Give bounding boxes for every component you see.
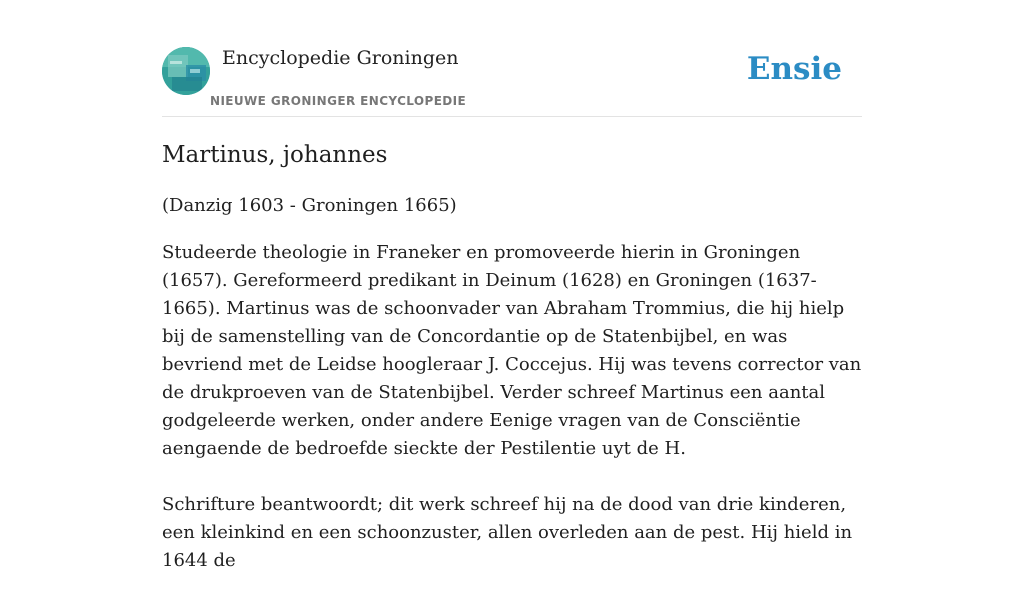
logo-graphic [162,47,210,95]
article-dates: (Danzig 1603 - Groningen 1665) [162,195,457,216]
site-header [162,0,862,117]
page-title: Martinus, johannes [162,142,388,168]
site-title[interactable]: Encyclopedie Groningen [222,47,459,69]
article-paragraph: Schrifture beantwoordt; dit werk schreef hij na de dood van drie kinderen, een kleinkind en een schoonzuster, allen overleden aan de pest. Hij hield in 1644 de [162,494,853,571]
page-card [162,0,862,571]
ensie-brand-link[interactable]: Ensie [746,51,842,87]
article-paragraph: Studeerde theologie in Franeker en promoveerde hierin in Groningen (1657). Gereformeerd predikant in Deinum (1628) en Groningen (1637-1665). Martinus was de schoonvader van Abraham Trommius, die hij hielp bij de samenstelling van de Concordantie op de Statenbijbel, en was bevriend met de Leidse hoogleraar J. Coccejus. Hij was tevens corrector van de drukproeven van de Statenbijbel. Verder schreef Martinus een aantal godgeleerde werken, onder andere Eenige vragen van de Consciëntie aengaende de bedroefde sieckte der Pestilentie uyt de H. [162,242,862,459]
article-body [162,239,862,603]
encyclopedia-logo-icon[interactable] [162,47,210,95]
site-subtitle: NIEUWE GRONINGER ENCYCLOPEDIE [210,94,467,108]
